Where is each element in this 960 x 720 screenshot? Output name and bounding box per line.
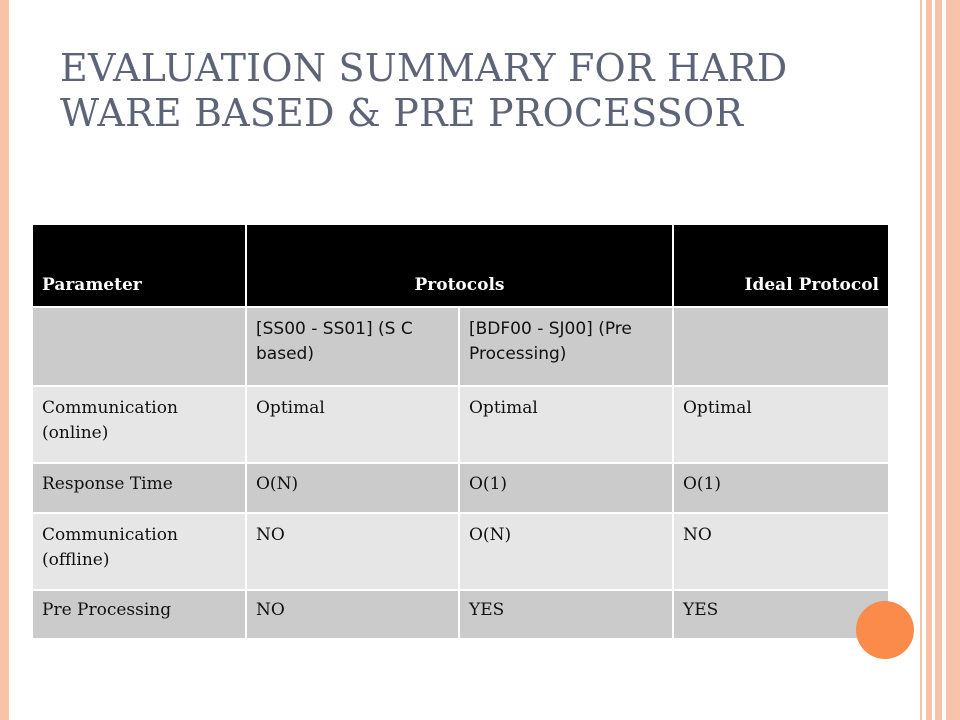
slide-title-line-2: WARE BASED & PRE PROCESSOR xyxy=(60,91,744,135)
left-decorative-border xyxy=(0,0,9,720)
cell-parameter: Pre Processing xyxy=(33,590,246,639)
cell-parameter xyxy=(33,307,246,386)
table-header-row xyxy=(33,225,888,307)
stripe xyxy=(935,0,942,720)
right-decorative-stripes xyxy=(920,0,960,720)
cell-protocol-2: O(1) xyxy=(459,463,673,513)
cell-protocol-2: YES xyxy=(459,590,673,639)
cell-ideal: YES xyxy=(673,590,888,639)
table-row xyxy=(33,590,888,639)
stripe xyxy=(946,0,960,720)
evaluation-summary-table xyxy=(33,225,888,640)
cell-ideal: Optimal xyxy=(673,386,888,463)
cell-ideal xyxy=(673,307,888,386)
cell-protocol-1: O(N) xyxy=(246,463,459,513)
cell-protocol-2: [BDF00 - SJ00] (Pre Processing) xyxy=(459,307,673,386)
slide-title-line-1: EVALUATION SUMMARY FOR HARD xyxy=(60,46,788,90)
cell-parameter: Communication (offline) xyxy=(33,513,246,590)
cell-protocol-1: [SS00 - SS01] (S C based) xyxy=(246,307,459,386)
cell-protocol-2: Optimal xyxy=(459,386,673,463)
header-parameter: Parameter xyxy=(33,225,246,307)
table-row xyxy=(33,307,888,386)
cell-parameter: Response Time xyxy=(33,463,246,513)
cell-ideal: O(1) xyxy=(673,463,888,513)
header-protocols: Protocols xyxy=(246,225,673,307)
slide-title xyxy=(60,46,880,136)
header-ideal-protocol: Ideal Protocol xyxy=(673,225,888,307)
table-row xyxy=(33,513,888,590)
cell-parameter: Communication (online) xyxy=(33,386,246,463)
cell-protocol-1: Optimal xyxy=(246,386,459,463)
cell-protocol-2: O(N) xyxy=(459,513,673,590)
cell-ideal: NO xyxy=(673,513,888,590)
table-row xyxy=(33,463,888,513)
cell-protocol-1: NO xyxy=(246,513,459,590)
cell-protocol-1: NO xyxy=(246,590,459,639)
decorative-orange-circle xyxy=(856,601,914,659)
table-row xyxy=(33,386,888,463)
